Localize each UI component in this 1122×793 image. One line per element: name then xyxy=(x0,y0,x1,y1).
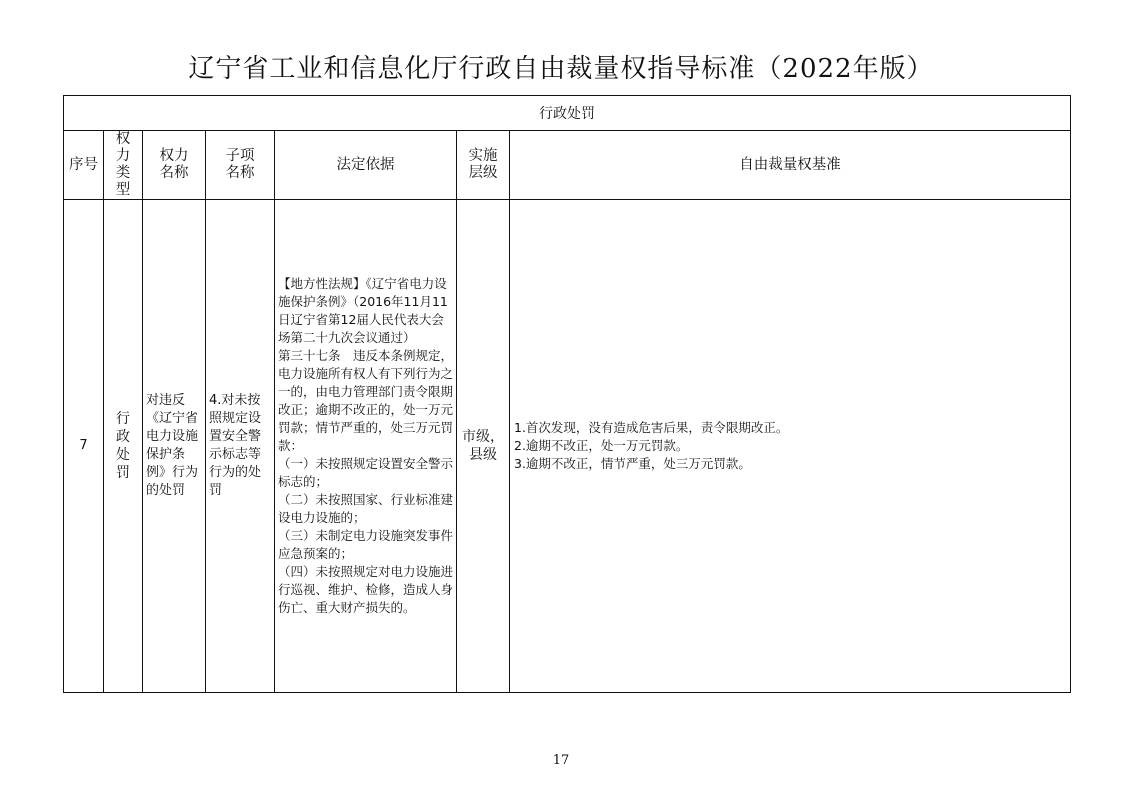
row-power-name: 对违反《辽宁省电力设施保护条例》行为的处罚 xyxy=(143,200,206,693)
row-seq: 7 xyxy=(64,200,104,693)
row-level: 市级，县级 xyxy=(457,200,510,693)
standard-item-1: 1.首次发现，没有造成危害后果，责令限期改正。 xyxy=(514,420,789,435)
header-standard: 自由裁量权基准 xyxy=(510,131,1071,200)
header-seq: 序号 xyxy=(64,131,104,200)
table-header-row xyxy=(64,131,1071,200)
header-legal-basis: 法定依据 xyxy=(275,131,457,200)
standard-item-2: 2.逾期不改正，处一万元罚款。 xyxy=(514,438,689,453)
row-standard xyxy=(510,200,1071,693)
row-legal-basis: 【地方性法规】《辽宁省电力设施保护条例》（2016年11月11日辽宁省第12届人民代表大会场第二十九次会议通过） 第三十七条 违反本条例规定，电力设施所有权人有下列行为之一的，由电力管理部门责令限期改正；逾期不改正的，处一万元罚款；情节严重的，处三万元罚款： （一）未按照规定设置安全警示标志的； （二）未按照国家、行业标准建设电力设施的； （三）未制定电力设施突发事件应急预案的； （四）未按照规定对电力设施进行巡视、维护、检修，造成人身伤亡、重大财产损失的。 xyxy=(275,200,457,693)
header-sub-item: 子项名称 xyxy=(206,131,275,200)
standard-item-3: 3.逾期不改正，情节严重，处三万元罚款。 xyxy=(514,456,751,471)
row-power-type: 行政处罚 xyxy=(104,200,143,693)
header-level: 实施层级 xyxy=(457,131,510,200)
document-title: 辽宁省工业和信息化厅行政自由裁量权指导标准（2022年版） xyxy=(188,54,934,84)
table-row xyxy=(64,200,1071,693)
header-power-name: 权力名称 xyxy=(143,131,206,200)
header-power-type: 权力类型 xyxy=(104,131,143,200)
discretion-standard-table xyxy=(63,95,1071,693)
page-number: 17 xyxy=(552,753,570,768)
category-banner: 行政处罚 xyxy=(64,96,1071,131)
row-sub-item: 4.对未按照规定设置安全警示标志等行为的处罚 xyxy=(206,200,275,693)
